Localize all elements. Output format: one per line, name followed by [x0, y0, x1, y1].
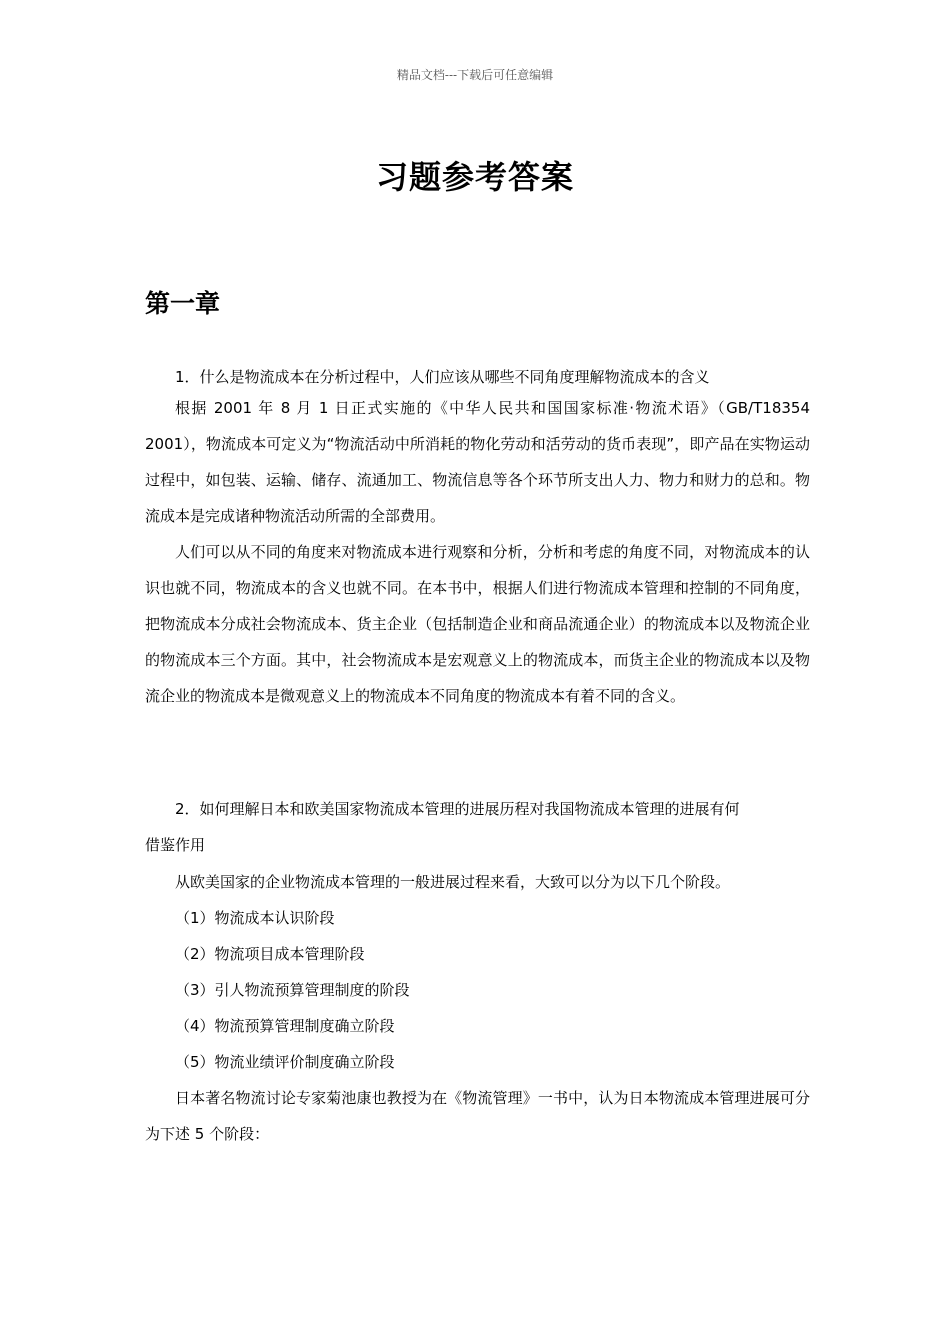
stage-item: （1）物流成本认识阶段	[175, 909, 335, 927]
stage-item: （2）物流项目成本管理阶段	[175, 945, 365, 963]
page-header: 精品文档---下载后可任意编辑	[396, 68, 554, 82]
answer-2-intro: 从欧美国家的企业物流成本管理的一般进展过程来看，大致可以分为以下几个阶段。	[175, 873, 731, 891]
stage-item: （5）物流业绩评价制度确立阶段	[175, 1053, 395, 1071]
document-title: 习题参考答案	[375, 158, 574, 196]
answer-1-paragraph-1: 根据 2001 年 8 月 1 日正式实施的《中华人民共和国国家标准·物流术语》（GB/T18354 2001），物流成本可定义为“物流活动中所消耗的物化劳动和活劳动的货币表现”，即产品在实物运动过程中，如包装、运输、储存、流通加工、物流信息等各个环节所支出人力、物力和财力的总和。物流成本是完成诸种物流活动所需的全部费用。	[145, 399, 810, 525]
answer-1-paragraph-2: 人们可以从不同的角度来对物流成本进行观察和分析，分析和考虑的角度不同，对物流成本的认识也就不同，物流成本的含义也就不同。在本书中，根据人们进行物流成本管理和控制的不同角度，把物流成本分成社会物流成本、货主企业（包括制造企业和商品流通企业）的物流成本以及物流企业的物流成本三个方面。其中，社会物流成本是宏观意义上的物流成本，而货主企业的物流成本以及物流企业的物流成本是微观意义上的物流成本不同角度的物流成本有着不同的含义。	[145, 543, 810, 705]
chapter-heading: 第一章	[145, 289, 221, 318]
answer-2-japan: 日本著名物流讨论专家菊池康也教授为在《物流管理》一书中，认为日本物流成本管理进展可分为下述 5 个阶段：	[145, 1089, 810, 1143]
question-2-line-1: 2．如何理解日本和欧美国家物流成本管理的进展历程对我国物流成本管理的进展有何	[175, 800, 740, 818]
stage-item: （3）引人物流预算管理制度的阶段	[175, 981, 410, 999]
question-2-line-2: 借鉴作用	[145, 836, 206, 854]
stage-item: （4）物流预算管理制度确立阶段	[175, 1017, 395, 1035]
question-1: 1．什么是物流成本在分析过程中，人们应该从哪些不同角度理解物流成本的含义	[175, 368, 710, 386]
document-body	[145, 364, 810, 1152]
